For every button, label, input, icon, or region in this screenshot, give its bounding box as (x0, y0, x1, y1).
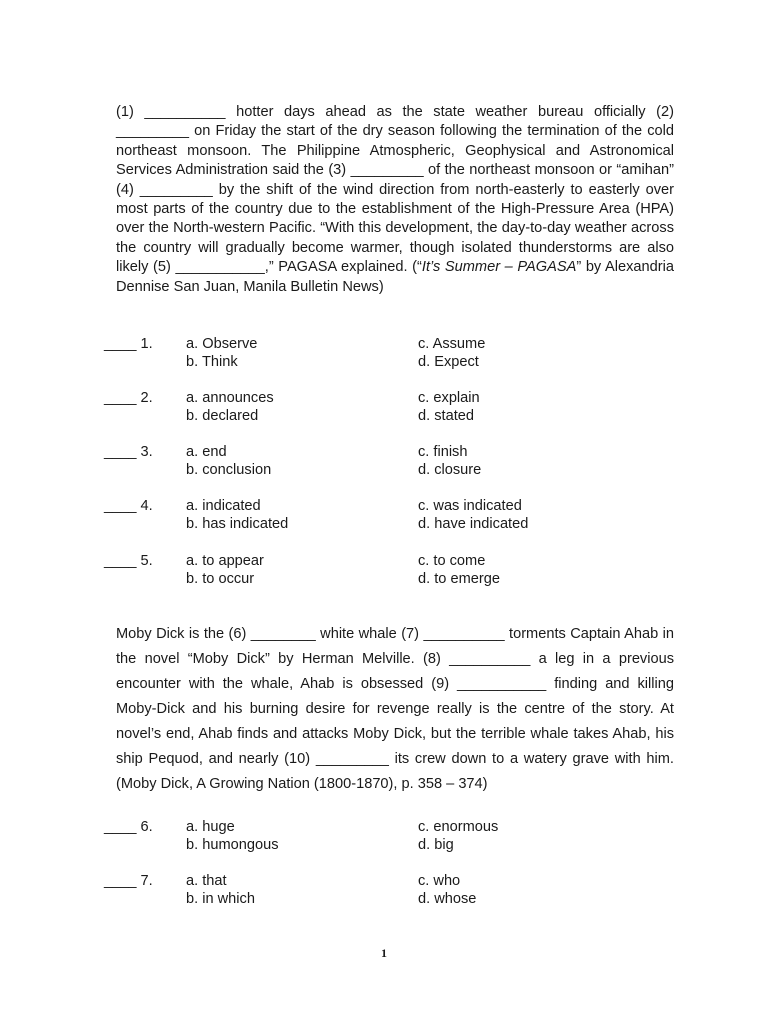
question-5 (104, 552, 664, 590)
question-number[interactable]: ____ 4. (104, 498, 153, 514)
option-a: a. announces (186, 390, 274, 406)
option-b: b. conclusion (186, 462, 272, 478)
question-number[interactable]: ____ 2. (104, 390, 153, 406)
option-c: c. was indicated (418, 498, 522, 514)
option-a: a. end (186, 444, 227, 460)
page-number: 1 (381, 946, 387, 960)
option-b: b. Think (186, 354, 238, 370)
question-number[interactable]: ____ 7. (104, 873, 153, 889)
source-title: It’s Summer – PAGASA (421, 259, 577, 276)
passage-weather (116, 103, 674, 297)
passage-moby-dick-text: Moby Dick is the (6) ________ white whale (7) __________ torments Captain Ahab in the novel “Moby Dick” by Herman Melville. (8) __________ a leg in a previous encounter with the whale, Ahab is obsessed (9) ___________ finding and killing Moby-Dick and his burning desire for revenge really is the centre of the story. At novel’s end, Ahab finds and attacks Moby Dick, but the terrible whale takes Ahab, his ship Pequod, and nearly (10) _________ its crew down to a watery grave with him. (Moby Dick, A Growing Nation (1800-1870), p. 358 – 374) (116, 626, 674, 792)
option-c: c. Assume (418, 336, 486, 352)
question-7 (104, 872, 664, 910)
option-c: c. enormous (418, 819, 499, 835)
option-a: a. indicated (186, 498, 261, 514)
option-a: a. that (186, 873, 227, 889)
question-6 (104, 818, 664, 856)
question-number[interactable]: ____ 5. (104, 553, 153, 569)
option-a: a. to appear (186, 553, 264, 569)
option-d: d. to emerge (418, 571, 500, 587)
question-number[interactable]: ____ 6. (104, 819, 153, 835)
question-3 (104, 443, 664, 481)
passage-weather-text: (1) __________ hotter days ahead as the state weather bureau officially (2) _________ on Friday the start of the dry season following the termination of the cold northeast monsoon. The Philippine Atmospheric, Geophysical and Astronomical Services Administration said the (3) _________ of the northeast monsoon or “amihan” (4) _________ by the shift of the wind direction from north-easterly to easterly over most parts of the country due to the establishment of the High-Pressure Area (HPA) over the North-western Pacific. “With this development, the day-to-day weather across the country will gradually become warmer, though isolated thunderstorms are also likely (5) ___________,” PAGASA explained. (“ (116, 104, 674, 276)
option-d: d. closure (418, 462, 482, 478)
option-d: d. big (418, 837, 454, 853)
question-1 (104, 335, 664, 373)
option-d: d. have indicated (418, 516, 529, 532)
source-attribution: ” by Alexandria Dennise San Juan, Manila Bulletin News) (116, 259, 674, 295)
option-b: b. to occur (186, 571, 255, 587)
option-d: d. stated (418, 408, 474, 424)
option-c: c. finish (418, 444, 468, 460)
question-number[interactable]: ____ 1. (104, 336, 153, 352)
option-b: b. declared (186, 408, 259, 424)
option-a: a. huge (186, 819, 235, 835)
option-b: b. has indicated (186, 516, 289, 532)
question-2 (104, 389, 664, 427)
option-d: d. whose (418, 891, 477, 907)
question-4 (104, 497, 664, 535)
passage-moby-dick (116, 622, 674, 797)
option-c: c. explain (418, 390, 480, 406)
option-d: d. Expect (418, 354, 479, 370)
option-c: c. to come (418, 553, 486, 569)
option-a: a. Observe (186, 336, 258, 352)
question-number[interactable]: ____ 3. (104, 444, 153, 460)
option-b: b. humongous (186, 837, 279, 853)
option-b: b. in which (186, 891, 255, 907)
option-c: c. who (418, 873, 461, 889)
